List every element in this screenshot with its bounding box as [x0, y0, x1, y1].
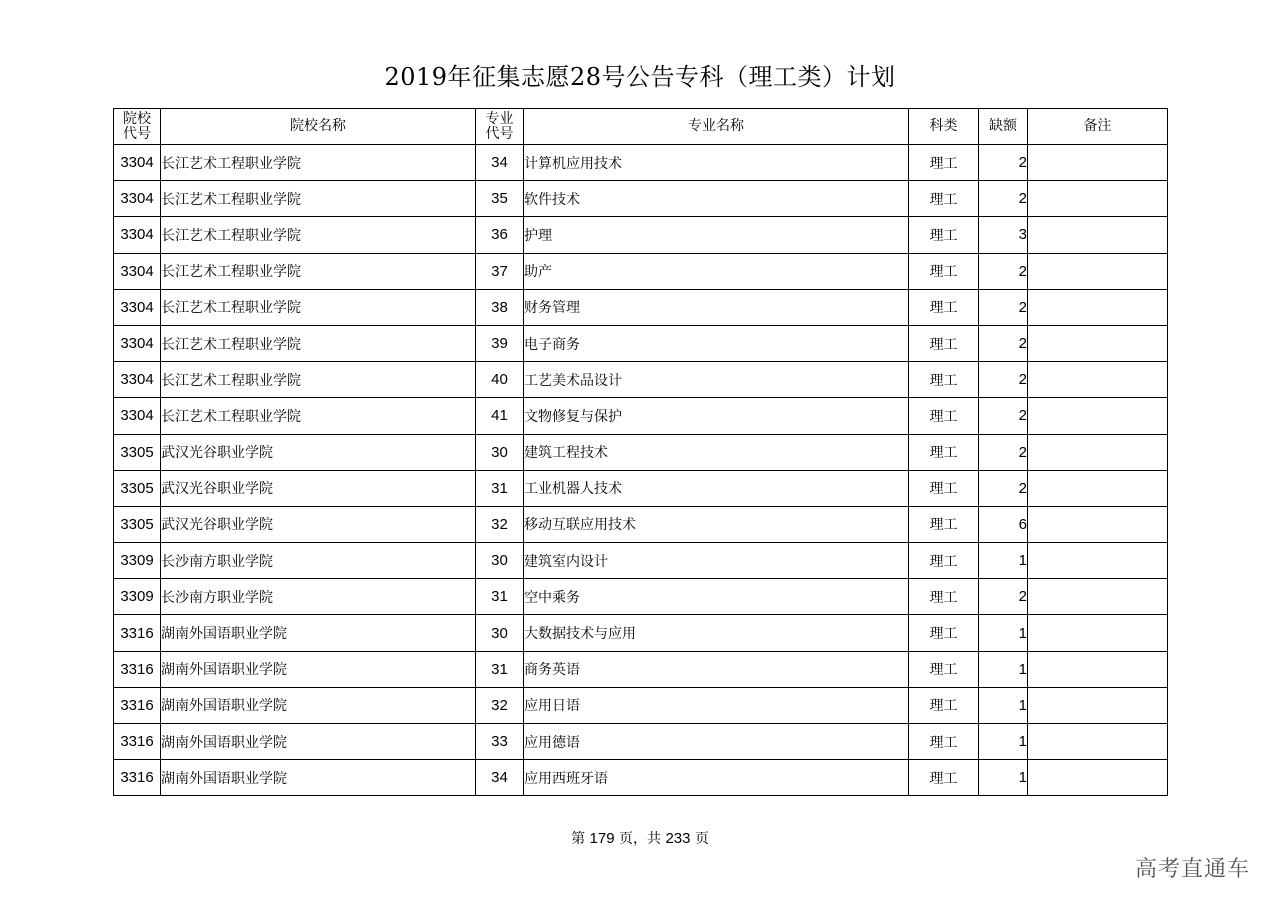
- cell-remarks: [1028, 687, 1168, 723]
- cell-category: 理工: [909, 398, 979, 434]
- table-row: [114, 543, 1168, 579]
- table-row: [114, 362, 1168, 398]
- plan-table: [113, 108, 1168, 796]
- cell-category: 理工: [909, 289, 979, 325]
- table-row: [114, 579, 1168, 615]
- cell-school-name: 湖南外国语职业学院: [161, 651, 476, 687]
- cell-category: 理工: [909, 760, 979, 796]
- watermark-text: 高考直通车: [1134, 857, 1250, 882]
- cell-vacancy: 2: [979, 362, 1028, 398]
- cell-vacancy: 1: [979, 615, 1028, 651]
- table-row: [114, 615, 1168, 651]
- table-row: [114, 506, 1168, 542]
- cell-major-name: 工业机器人技术: [524, 470, 909, 506]
- cell-remarks: [1028, 724, 1168, 760]
- cell-major-name: 应用德语: [524, 724, 909, 760]
- cell-major-code: 31: [476, 470, 524, 506]
- cell-school-name: 湖南外国语职业学院: [161, 687, 476, 723]
- cell-vacancy: 2: [979, 470, 1028, 506]
- cell-major-name: 软件技术: [524, 181, 909, 217]
- cell-major-code: 37: [476, 253, 524, 289]
- table-row: [114, 398, 1168, 434]
- cell-school-code: 3305: [114, 470, 161, 506]
- cell-remarks: [1028, 289, 1168, 325]
- cell-major-name: 空中乘务: [524, 579, 909, 615]
- cell-vacancy: 2: [979, 145, 1028, 181]
- cell-major-name: 计算机应用技术: [524, 145, 909, 181]
- header-major-name: 专业名称: [524, 109, 909, 145]
- cell-school-code: 3304: [114, 181, 161, 217]
- cell-school-name: 湖南外国语职业学院: [161, 724, 476, 760]
- cell-category: 理工: [909, 724, 979, 760]
- cell-major-code: 34: [476, 145, 524, 181]
- cell-vacancy: 2: [979, 434, 1028, 470]
- cell-category: 理工: [909, 470, 979, 506]
- cell-remarks: [1028, 543, 1168, 579]
- cell-category: 理工: [909, 253, 979, 289]
- cell-major-code: 30: [476, 543, 524, 579]
- table-row: [114, 289, 1168, 325]
- cell-major-code: 35: [476, 181, 524, 217]
- cell-school-code: 3304: [114, 289, 161, 325]
- header-row: [114, 109, 1168, 145]
- cell-school-code: 3316: [114, 687, 161, 723]
- cell-major-code: 32: [476, 506, 524, 542]
- cell-remarks: [1028, 217, 1168, 253]
- cell-vacancy: 2: [979, 253, 1028, 289]
- cell-school-code: 3304: [114, 398, 161, 434]
- footer-middle: 页，共: [619, 831, 661, 847]
- cell-school-code: 3304: [114, 253, 161, 289]
- cell-school-name: 长江艺术工程职业学院: [161, 217, 476, 253]
- cell-school-name: 长江艺术工程职业学院: [161, 289, 476, 325]
- cell-category: 理工: [909, 506, 979, 542]
- cell-major-name: 文物修复与保护: [524, 398, 909, 434]
- cell-school-name: 武汉光谷职业学院: [161, 506, 476, 542]
- footer-suffix: 页: [694, 831, 709, 847]
- cell-remarks: [1028, 398, 1168, 434]
- table-row: [114, 470, 1168, 506]
- cell-school-code: 3305: [114, 506, 161, 542]
- cell-category: 理工: [909, 362, 979, 398]
- cell-major-code: 31: [476, 579, 524, 615]
- cell-remarks: [1028, 145, 1168, 181]
- cell-school-name: 长沙南方职业学院: [161, 543, 476, 579]
- cell-major-name: 护理: [524, 217, 909, 253]
- table-row: [114, 687, 1168, 723]
- cell-school-name: 长江艺术工程职业学院: [161, 253, 476, 289]
- header-major-code: [476, 109, 524, 145]
- cell-vacancy: 1: [979, 724, 1028, 760]
- cell-category: 理工: [909, 543, 979, 579]
- cell-school-name: 湖南外国语职业学院: [161, 760, 476, 796]
- cell-major-name: 大数据技术与应用: [524, 615, 909, 651]
- cell-major-name: 助产: [524, 253, 909, 289]
- cell-school-code: 3316: [114, 651, 161, 687]
- table-row: [114, 760, 1168, 796]
- cell-school-name: 长江艺术工程职业学院: [161, 181, 476, 217]
- cell-school-name: 武汉光谷职业学院: [161, 470, 476, 506]
- page-footer: [0, 828, 1280, 848]
- cell-school-code: 3309: [114, 579, 161, 615]
- cell-category: 理工: [909, 217, 979, 253]
- cell-school-name: 长江艺术工程职业学院: [161, 398, 476, 434]
- cell-remarks: [1028, 325, 1168, 361]
- cell-vacancy: 2: [979, 398, 1028, 434]
- cell-major-code: 40: [476, 362, 524, 398]
- cell-major-code: 30: [476, 615, 524, 651]
- cell-major-code: 32: [476, 687, 524, 723]
- cell-major-name: 移动互联应用技术: [524, 506, 909, 542]
- cell-school-name: 长江艺术工程职业学院: [161, 362, 476, 398]
- cell-vacancy: 6: [979, 506, 1028, 542]
- cell-school-name: 湖南外国语职业学院: [161, 615, 476, 651]
- cell-major-code: 39: [476, 325, 524, 361]
- cell-school-code: 3304: [114, 325, 161, 361]
- footer-total-pages: 233: [665, 830, 691, 847]
- cell-school-name: 武汉光谷职业学院: [161, 434, 476, 470]
- cell-major-code: 30: [476, 434, 524, 470]
- table-row: [114, 325, 1168, 361]
- cell-vacancy: 2: [979, 289, 1028, 325]
- cell-major-code: 38: [476, 289, 524, 325]
- header-school-code-line2: 代号: [123, 125, 151, 142]
- cell-vacancy: 3: [979, 217, 1028, 253]
- header-vacancy: 缺额: [979, 109, 1028, 145]
- cell-vacancy: 1: [979, 651, 1028, 687]
- cell-vacancy: 2: [979, 181, 1028, 217]
- cell-school-name: 长沙南方职业学院: [161, 579, 476, 615]
- cell-major-code: 33: [476, 724, 524, 760]
- cell-category: 理工: [909, 651, 979, 687]
- table-row: [114, 181, 1168, 217]
- table-row: [114, 217, 1168, 253]
- cell-vacancy: 2: [979, 325, 1028, 361]
- cell-major-name: 电子商务: [524, 325, 909, 361]
- cell-remarks: [1028, 615, 1168, 651]
- cell-remarks: [1028, 470, 1168, 506]
- cell-school-code: 3304: [114, 217, 161, 253]
- cell-remarks: [1028, 760, 1168, 796]
- cell-major-name: 财务管理: [524, 289, 909, 325]
- page-title: 2019年征集志愿28号公告专科（理工类）计划: [384, 63, 896, 91]
- cell-remarks: [1028, 362, 1168, 398]
- table-row: [114, 253, 1168, 289]
- table-row: [114, 651, 1168, 687]
- table-body: [114, 145, 1168, 796]
- cell-major-code: 41: [476, 398, 524, 434]
- cell-major-name: 商务英语: [524, 651, 909, 687]
- table-row: [114, 724, 1168, 760]
- header-school-code-line1: 院校: [123, 110, 151, 127]
- cell-school-name: 长江艺术工程职业学院: [161, 145, 476, 181]
- table-row: [114, 145, 1168, 181]
- header-school-code: [114, 109, 161, 145]
- cell-remarks: [1028, 434, 1168, 470]
- footer-prefix: 第: [571, 831, 586, 847]
- table-row: [114, 434, 1168, 470]
- cell-major-name: 建筑工程技术: [524, 434, 909, 470]
- cell-remarks: [1028, 181, 1168, 217]
- cell-school-code: 3304: [114, 145, 161, 181]
- header-school-name: 院校名称: [161, 109, 476, 145]
- cell-remarks: [1028, 506, 1168, 542]
- cell-major-code: 31: [476, 651, 524, 687]
- cell-category: 理工: [909, 687, 979, 723]
- cell-category: 理工: [909, 434, 979, 470]
- cell-category: 理工: [909, 615, 979, 651]
- cell-school-name: 长江艺术工程职业学院: [161, 325, 476, 361]
- cell-category: 理工: [909, 181, 979, 217]
- cell-school-code: 3304: [114, 362, 161, 398]
- cell-major-name: 应用日语: [524, 687, 909, 723]
- cell-major-name: 应用西班牙语: [524, 760, 909, 796]
- cell-remarks: [1028, 579, 1168, 615]
- header-category: 科类: [909, 109, 979, 145]
- cell-vacancy: 1: [979, 543, 1028, 579]
- cell-vacancy: 1: [979, 687, 1028, 723]
- cell-major-code: 34: [476, 760, 524, 796]
- header-major-code-line1: 专业: [485, 110, 514, 127]
- cell-remarks: [1028, 253, 1168, 289]
- cell-school-code: 3316: [114, 724, 161, 760]
- cell-major-name: 建筑室内设计: [524, 543, 909, 579]
- header-remarks: 备注: [1028, 109, 1168, 145]
- cell-vacancy: 2: [979, 579, 1028, 615]
- cell-school-code: 3316: [114, 760, 161, 796]
- cell-major-name: 工艺美术品设计: [524, 362, 909, 398]
- cell-category: 理工: [909, 145, 979, 181]
- footer-page-number: 179: [589, 830, 615, 847]
- cell-school-code: 3305: [114, 434, 161, 470]
- cell-category: 理工: [909, 325, 979, 361]
- cell-major-code: 36: [476, 217, 524, 253]
- header-major-code-line2: 代号: [485, 125, 514, 142]
- cell-school-code: 3309: [114, 543, 161, 579]
- cell-category: 理工: [909, 579, 979, 615]
- cell-school-code: 3316: [114, 615, 161, 651]
- cell-vacancy: 1: [979, 760, 1028, 796]
- cell-remarks: [1028, 651, 1168, 687]
